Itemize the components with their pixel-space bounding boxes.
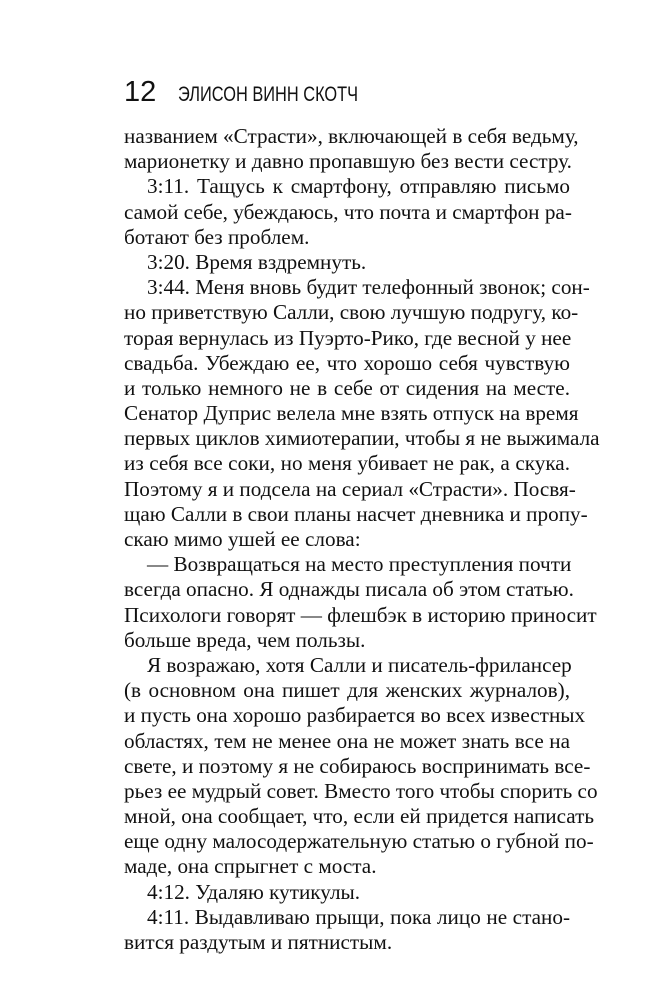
text-line: из себя все соки, но меня убивает не рак, а скука. bbox=[124, 451, 570, 476]
text-line: названием «Страсти», включающей в себя ведьму, bbox=[124, 124, 579, 148]
text-line: маде, она спрыгнет с моста. bbox=[124, 854, 377, 879]
text-line: самой себе, убеждаюсь, что почта и смартфон ра- bbox=[124, 199, 572, 224]
text-line: Психологи говорят — флешбэк в историю приносит bbox=[124, 602, 597, 627]
text-line: торая вернулась из Пуэрто-Рико, где весной у нее bbox=[124, 325, 572, 350]
text-line: еще одну малосодержательную статью о губной по- bbox=[124, 829, 594, 854]
text-line: мной, она сообщает, что, если ей придется написать bbox=[124, 804, 595, 829]
text-line: (в основном она пишет для женских журналов), bbox=[124, 678, 570, 703]
text-line: щаю Салли в свои планы насчет дневника и пропу- bbox=[124, 501, 588, 526]
body-text bbox=[124, 124, 600, 955]
text-line: и пусть она хорошо разбирается во всех известных bbox=[124, 703, 586, 728]
page-header bbox=[124, 76, 409, 112]
text-line: 3:44. Меня вновь будит телефонный звонок; сон- bbox=[147, 275, 590, 300]
text-line: Я возражаю, хотя Салли и писатель-фрилансер bbox=[147, 652, 572, 677]
text-line: рьез ее мудрый совет. Вместо того чтобы спорить со bbox=[124, 778, 598, 803]
text-line: Сенатор Дуприс велела мне взять отпуск на время bbox=[124, 401, 579, 426]
text-line: областях, тем не менее она не может знать все на bbox=[124, 728, 570, 753]
text-line: Поэтому я и подсела на сериал «Страсти». Посвя- bbox=[124, 476, 576, 501]
text-line: и только немного не в себе от сидения на месте. bbox=[124, 375, 570, 400]
text-line: первых циклов химиотерапии, чтобы я не выжимала bbox=[124, 426, 600, 451]
text-line: свете, и поэтому я не собираюсь воспринимать все- bbox=[124, 753, 591, 778]
text-line: ботают без проблем. bbox=[124, 224, 310, 249]
text-line: но приветствую Салли, свою лучшую подругу, ко- bbox=[124, 300, 579, 325]
running-title: ЭЛИСОН ВИНН СКОТЧ bbox=[178, 83, 359, 106]
text-line: скаю мимо ушей ее слова: bbox=[124, 527, 361, 551]
text-line: свадьба. Убеждаю ее, что хорошо себя чувствую bbox=[124, 350, 570, 375]
text-line: вится раздутым и пятнистым. bbox=[124, 930, 393, 954]
text-line: — Возвращаться на место преступления почти bbox=[147, 552, 572, 577]
text-line: больше вреда, чем пользы. bbox=[124, 627, 366, 652]
text-line: всегда опасно. Я однажды писала об этом статью. bbox=[124, 577, 574, 602]
page-number: 12 bbox=[124, 76, 157, 108]
text-line: марионетку и давно пропавшую без вести сестру. bbox=[124, 149, 572, 174]
text-line: 3:11. Тащусь к смартфону, отправляю письмо bbox=[147, 174, 570, 199]
text-line: 4:12. Удаляю кутикулы. bbox=[147, 879, 361, 904]
text-line: 3:20. Время вздремнуть. bbox=[147, 249, 367, 274]
text-line: 4:11. Выдавливаю прыщи, пока лицо не стано- bbox=[147, 904, 570, 929]
